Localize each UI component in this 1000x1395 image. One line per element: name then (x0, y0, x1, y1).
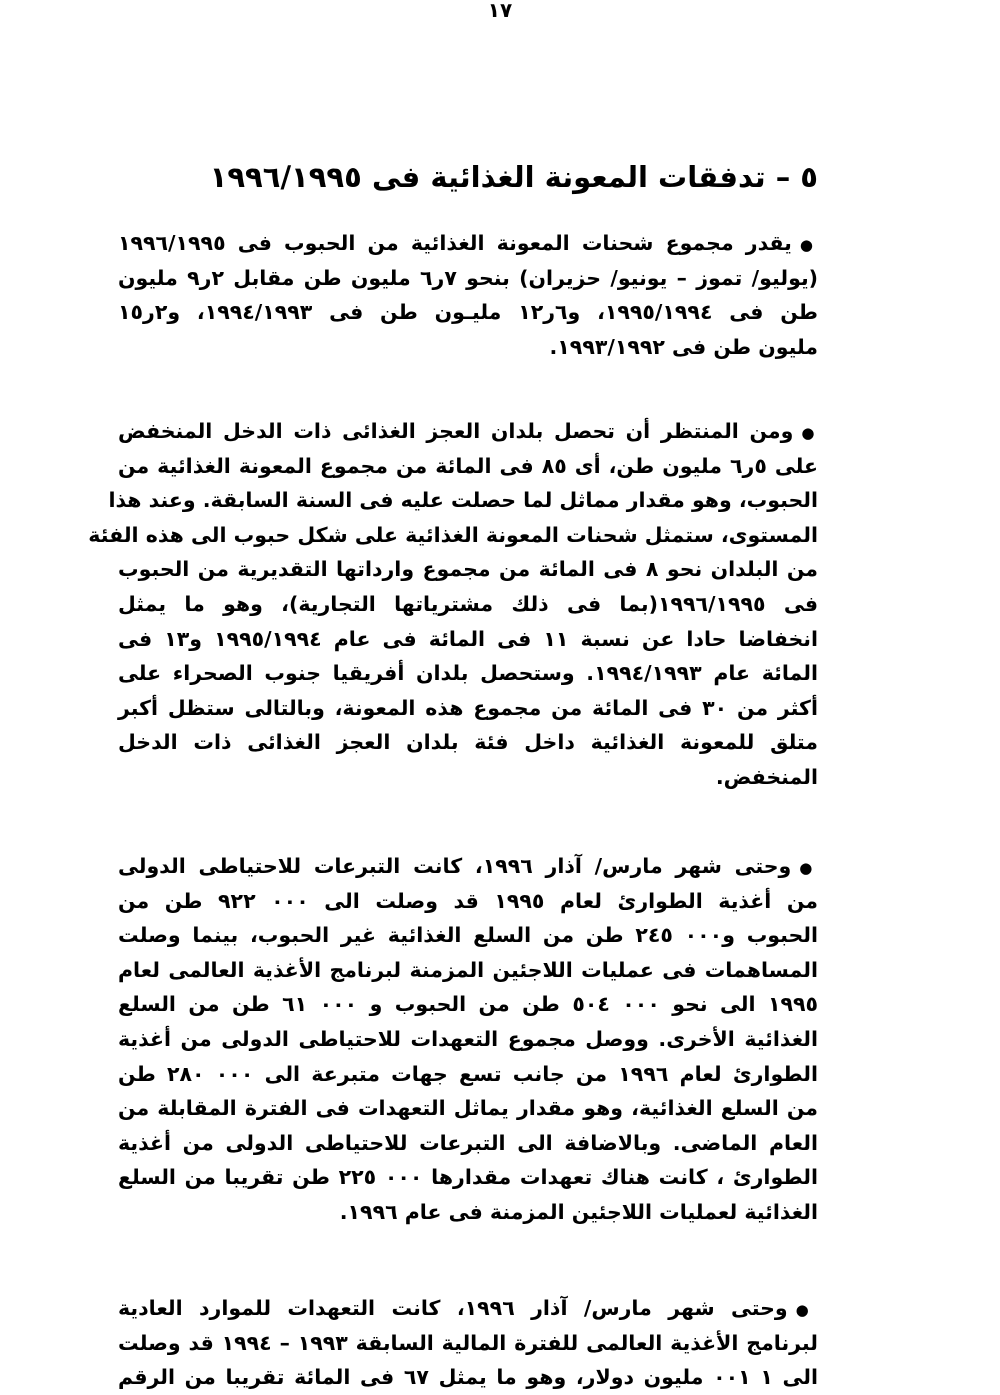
text-line (108, 483, 818, 518)
text-line (118, 1057, 818, 1092)
text-line (118, 261, 818, 296)
bullet-icon: ● (795, 1301, 818, 1319)
text-line (118, 918, 818, 953)
line-text: المائة عام ١٩٩٤/١٩٩٣. وستحصل بلدان أفريقيا جنوب الصحراء على (118, 661, 819, 686)
bullet-icon: ● (799, 236, 818, 254)
line-text: الطوارئ لعام ١٩٩٦ من جانب تسع جهات متبرعة الى ٠٠٠ ٢٨٠ طن (118, 1061, 818, 1086)
text-line (118, 1360, 818, 1395)
text-line (118, 587, 818, 622)
line-text: أكثر من ٣٠ فى المائة من مجموع هذه المعونة، وبالتالى ستظل أكبر (118, 695, 819, 720)
text-line (118, 953, 818, 988)
text-line (118, 414, 818, 449)
paragraph-1 (118, 226, 818, 364)
line-text: متلق للمعونة الغذائية داخل فئة بلدان العجز الغذائى ذات الدخل (118, 730, 818, 755)
text-line (118, 1091, 818, 1126)
text-line (118, 884, 818, 919)
line-text: الطوارئ ، كانت هناك تعهدات مقدارها ٠٠٠ ٢٢٥ طن تقريبا من السلع (118, 1165, 818, 1190)
line-text: يقدر مجموع شحنات المعونة الغذائية من الحبوب فى ١٩٩٦/١٩٩٥ (118, 231, 792, 255)
line-text: من أغذية الطوارئ لعام ١٩٩٥ قد وصلت الى ٠٠٠ ٩٢٢ طن من (118, 888, 818, 913)
text-line (118, 691, 818, 726)
line-text: وحتى شهر مارس/ آذار ١٩٩٦، كانت التبرعات للاحتياطى الدولى (118, 854, 792, 878)
line-text: انخفاضا حادا عن نسبة ١١ فى المائة فى عام ١٩٩٥/١٩٩٤ و١٣ فى (118, 626, 818, 651)
line-text: من السلع الغذائية، وهو مقدار يماثل التعهدات فى الفترة المقابلة من (118, 1096, 818, 1121)
line-text: المساهمات فى عمليات اللاجئين المزمنة لبرنامج الأغذية العالمى لعام (118, 957, 818, 982)
paragraph-4 (118, 1291, 818, 1395)
text-line (118, 760, 818, 795)
text-line (118, 552, 818, 587)
line-text: طن فى ١٩٩٥/١٩٩٤، و٦ر١٢ مليـون طن فى ١٩٩٤/١٩٩٣، و٢ر١٥ (118, 300, 818, 325)
text-line (118, 1195, 818, 1230)
text-line (118, 226, 818, 261)
section-heading: ٥ – تدفقات المعونة الغذائية فى ١٩٩٦/١٩٩٥ (209, 160, 818, 194)
text-line (118, 1126, 818, 1161)
line-text: الحبوب و٠٠٠ ٢٤٥ طن من السلع الغذائية غير الحبوب، بينما وصلت (118, 923, 819, 948)
line-text: الغذائية لعمليات اللاجئين المزمنة فى عام ١٩٩٦. (339, 1199, 818, 1224)
line-text: وحتى شهر مارس/ آذار ١٩٩٦، كانت التعهدات للموارد العادية (118, 1296, 788, 1320)
text-line (118, 1022, 818, 1057)
text-line (118, 449, 818, 484)
line-text: من البلدان نحو ٨ فى المائة من مجموع وارداتها التقديرية من الحبوب (118, 557, 818, 582)
line-text: ومن المنتظر أن تحصل بلدان العجز الغذائى ذات الدخل المنخفض (118, 419, 794, 443)
paragraph-2 (88, 414, 819, 795)
line-text: العام الماضى. وبالاضافة الى التبرعات للاحتياطى الدولى من أغذية (118, 1130, 818, 1155)
text-line (88, 518, 818, 553)
line-text: المستوى، ستمثل شحنات المعونة الغذائية على شكل حبوب الى هذه الفئة (88, 522, 818, 547)
line-text: مليون طن فى ١٩٩٣/١٩٩٢. (549, 334, 818, 359)
line-text: فى ١٩٩٦/١٩٩٥(بما فى ذلك مشترياتها التجارية)، وهو ما يمثل (118, 591, 818, 616)
text-line (118, 330, 818, 365)
line-text: الى ١ ٠٠١ مليون دولار، وهو ما يمثل ٦٧ فى المائة تقريبا من الرقم (118, 1365, 818, 1390)
text-line (118, 1160, 818, 1195)
text-line (118, 656, 818, 691)
text-line (118, 295, 818, 330)
page-number: ١٧ (487, 0, 513, 22)
bullet-icon: ● (799, 859, 818, 877)
line-text: على ٥ر٦ مليون طن، أى ٨٥ فى المائة من مجموع المعونة الغذائية من (118, 453, 819, 478)
text-line (118, 622, 818, 657)
line-text: لبرنامج الأغذية العالمى للفترة المالية السابقة ١٩٩٣ – ١٩٩٤ قد وصلت (118, 1330, 818, 1355)
text-line (118, 1291, 818, 1326)
line-text: (يوليو/ تموز – يونيو/ حزيران) بنحو ٧ر٦ مليون طن مقابل ٢ر٩ مليون (118, 265, 819, 290)
line-text: المنخفض. (715, 764, 818, 789)
text-line (118, 1326, 818, 1361)
bullet-icon: ● (801, 424, 818, 442)
paragraph-3 (118, 849, 818, 1230)
text-line (118, 849, 818, 884)
text-line (118, 987, 818, 1022)
line-text: الغذائية الأخرى. ووصل مجموع التعهدات للاحتياطى الدولى من أغذية (118, 1026, 818, 1051)
text-line (118, 725, 818, 760)
line-text: ١٩٩٥ الى نحو ٠٠٠ ٥٠٤ طن من الحبوب و ٠٠٠ ٦١ طن من السلع (118, 992, 818, 1017)
line-text: الحبوب، وهو مقدار مماثل لما حصلت عليه فى السنة السابقة. وعند هذا (108, 488, 818, 513)
